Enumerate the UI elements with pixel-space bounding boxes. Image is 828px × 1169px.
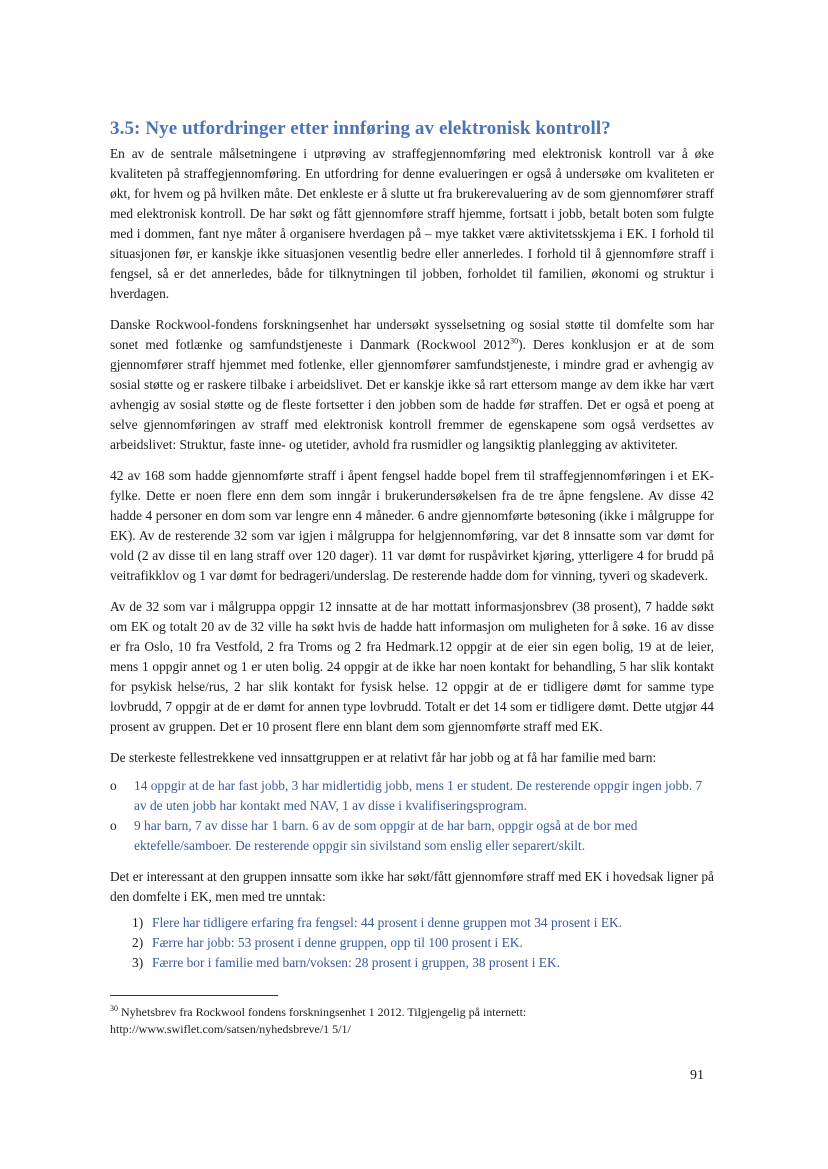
paragraph-common-traits: De sterkeste fellestrekkene ved innsattgruppen er at relativt får har jobb og at få har familie med barn:: [110, 750, 657, 765]
paragraph-target-group: Av de 32 som var i målgruppa oppgir 12 innsatte at de har mottatt informasjonsbrev (38 prosent), 7 hadde søkt om EK og totalt 20 av de 32 ville ha søkt hvis de hadde hatt informasjon om muligheten for å søke. 16 av disse er fra Oslo, 10 fra Vestfold, 2 fra Troms og 2 fra Hedmark.12 oppgir at de eier sin egen bolig, 19 at de leier, mens 1 oppgir annet og 1 er uten bolig. 24 oppgir at de ikke har noen kontakt for behandling, 5 har slik kontakt for psykisk helse/rus, 2 har slik kontakt for fysisk helse. 12 oppgir at de er tidligere dømt for samme type lovbrudd, 7 oppgir at de er dømt for annen type lovbrudd. Totalt er det 14 som er tidligere dømt. Dette utgjør 44 prosent av gruppen. Det er 10 prosent flere enn blant dem som gjennomførte straff med EK.: [110, 599, 714, 734]
list-item-text: Flere har tidligere erfaring fra fengsel: 44 prosent i denne gruppen mot 34 prosent i EK.: [152, 915, 623, 930]
list-item-text: Færre bor i familie med barn/voksen: 28 prosent i gruppen, 38 prosent i EK.: [152, 955, 560, 970]
page-number: 91: [690, 1068, 704, 1083]
paragraph-rockwool-text-a: Danske Rockwool-fondens forskningsenhet har undersøkt sysselsetning og sosial støtte til domfelte som har sonet med fotlænke og samfundstjeneste i Danmark (Rockwool 2012: [110, 317, 714, 352]
list-item-text: 14 oppgir at de har fast jobb, 3 har midlertidig jobb, mens 1 er student. De resterende oppgir ingen jobb. 7 av de uten jobb har kontakt med NAV, 1 av disse i kvalifiseringsprogram.: [134, 778, 703, 813]
footnote-marker: 30: [110, 1004, 118, 1013]
footnote: [110, 1004, 714, 1038]
paragraph-rockwool: [110, 315, 714, 455]
list-item: [110, 776, 714, 816]
section-title: 3.5: Nye utfordringer etter innføring av elektronisk kontroll?: [110, 118, 611, 139]
list-item: [110, 933, 714, 953]
footnote-reference[interactable]: 30: [510, 336, 519, 346]
list-number: 1): [132, 915, 144, 930]
footnote-text: Nyhetsbrev fra Rockwool fondens forskningsenhet 1 2012. Tilgjengelig på internett:: [121, 1005, 527, 1019]
list-number: 2): [132, 935, 144, 950]
footnote-divider: [110, 995, 278, 996]
paragraph-exceptions-intro: Det er interessant at den gruppen innsatte som ikke har søkt/fått gjennomføre straff med EK i hovedsak ligner på den domfelte i EK, men med tre unntak:: [110, 869, 714, 904]
footnote-url[interactable]: http://www.swiflet.com/satsen/nyhedsbreve/1 5/1/: [110, 1022, 351, 1036]
paragraph-intro: En av de sentrale målsetningene i utprøving av straffegjennomføring med elektronisk kontroll var å øke kvaliteten på straffegjennomføring. En utfordring for denne evalueringen er også å undersøke om kvaliteten er økt, for hvem og på hvilken måte. Det enkleste er å slutte ut fra brukerevaluering av de som gjennomfører straff med elektronisk kontroll. De har søkt og fått gjennomføre straff hjemme, fortsatt i jobb, betalt boten som fulgte med i dommen, fant nye måter å organisere hverdagen på – mye takket være aktivitetsskjema i EK. I forhold til situasjonen før, er kanskje ikke situasjonen vesentlig bedre eller annerledes. I forhold til å gjennomføre straff i fengsel, så er det annerledes, både for tilknytningen til jobben, forholdet til familien, økonomi og struktur i hverdagen.: [110, 146, 714, 301]
document-page: [110, 118, 714, 1038]
list-item: [110, 953, 714, 973]
list-item-text: Færre har jobb: 53 prosent i denne gruppen, opp til 100 prosent i EK.: [152, 935, 523, 950]
paragraph-rockwool-text-b: ). Deres konklusjon er at de som gjennomfører straff hjemmet med fotlenke, eller gjennomfører samfundstjeneste, i mindre grad er avhengig av sosial støtte og er raskere tilbake i arbeidslivet. Det er kanskje ikke så rart ettersom mange av dem ikke har vært avhengig av sosial støtte og de fleste fortsetter i den jobben som de hadde før straffen. Det er også et poeng at selve gjennomføringen av straff med elektronisk kontroll fremmer de egenskapene som også verdsettes av arbeidslivet: Struktur, faste inne- og utetider, avhold fra rusmidler og langsiktig planlegging av aktiviteter.: [110, 337, 714, 452]
traits-list: [110, 776, 714, 856]
bullet-circle-icon: o: [110, 818, 117, 833]
bullet-circle-icon: o: [110, 778, 117, 793]
paragraph-open-prison: 42 av 168 som hadde gjennomførte straff i åpent fengsel hadde bopel frem til straffegjennomføringen i et EK-fylke. Dette er noen flere enn dem som inngår i brukerundersøkelsen fra de tre åpne fengslene. Av disse 42 hadde 4 personer en dom som var lengre enn 4 måneder. 6 andre gjennomførte bøtesoning (ikke i målgruppe for EK). Av de resterende 32 som var igjen i målgruppa for helgjennomføring, var det 8 innsatte som var dømt for vold (2 av disse til en lang straff over 120 dager). 11 var dømt for ruspåvirket kjøring, ytterligere 4 for brudd på veitrafikklov og 1 var dømt for bedrageri/underslag. De resterende hadde dom for vinning, tyveri og skadeverk.: [110, 468, 714, 583]
footnote-line-1: [110, 1004, 714, 1021]
list-item: [110, 913, 714, 933]
list-item: [110, 816, 714, 856]
exceptions-list: [110, 913, 714, 973]
list-item-text: 9 har barn, 7 av disse har 1 barn. 6 av de som oppgir at de har barn, oppgir også at de bor med ektefelle/samboer. De resterende oppgir sin sivilstand som enslig eller separert/skilt.: [134, 818, 638, 853]
list-number: 3): [132, 955, 144, 970]
